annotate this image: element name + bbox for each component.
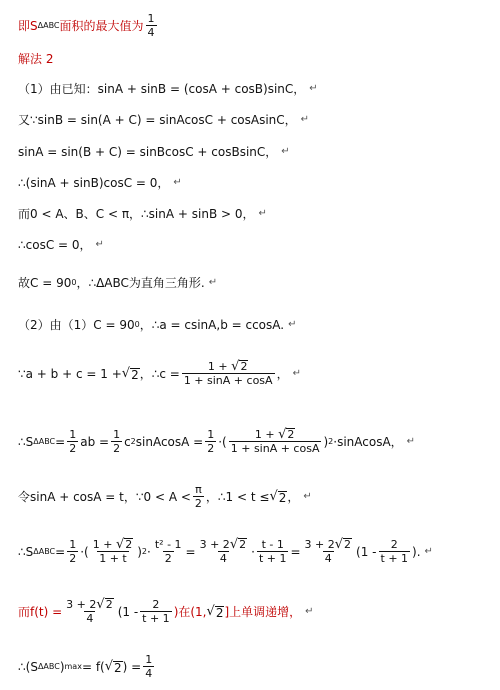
l8-text: ∴cosC = 0，	[18, 238, 92, 252]
line-12: ∴S ΔABC = $\frac{1}{2}$ ab = $\frac{1}{2}$ c 2 sinAcosA = $\frac{1}{2}$ ·( 1 + √ 2 1 + sinA + cosA ) 2 ·sinAcosA， ↵	[18, 427, 416, 455]
line-8: ∴cosC = 0， ↵	[18, 238, 104, 252]
line-15: 而f(t) = 3 + 2 √ 2 4 (1 - $\frac{2}{t + 1}$ )在(1, √ 2 ]上单调递增， ↵	[18, 597, 314, 625]
l1-pre: 即S	[18, 18, 38, 33]
l2-text: 解法 2	[18, 52, 54, 66]
line-13: 令sinA + cosA = t，∵0 < A < $\frac{\pi}{2}$ ，∴1 < t ≤ √ 2 ， ↵	[18, 483, 312, 510]
line-9: 故C = 90 0 ，∴ΔABC为直角三角形. ↵	[18, 276, 218, 290]
line-6: ∴(sinA + sinB)cosC = 0， ↵	[18, 176, 182, 190]
line-1	[18, 12, 159, 39]
l5-text: sinA = sin(B + C) = sinBcosC + cosBsinC，	[18, 145, 278, 159]
l10-b: ，∴a = csinA,b = ccosA.	[139, 318, 285, 332]
l1-mid: 面积的最大值为	[59, 18, 144, 33]
line-10: （2）由（1）C = 90 0 ，∴a = csinA,b = ccosA. ↵	[18, 318, 297, 332]
l9-a: 故C = 90	[18, 276, 72, 290]
l11-fraction: 1 + √ 2 1 + sinA + cosA	[183, 359, 273, 387]
line-16: ∴(S ΔABC ) max = f( √ 2 ) = $\frac{1}{4}$	[18, 653, 153, 680]
l10-a: （2）由（1）C = 90	[18, 318, 135, 332]
line-11: ∵a + b + c = 1 + √ 2 ，∴c = 1 + √ 2 1 + sinA + cosA ， ↵	[18, 359, 301, 387]
line-14: ∴S ΔABC = $\frac{1}{2}$ ·( 1 + √ 2 1 + t ) 2 · $\frac{\text{t² - 1}}{2}$ = 3 + 2 √ 2 4 · $\frac{t - 1}{t + 1}$ = 3 + 2 √ 2 4 (1 - $\frac{2}{t + 1}$ ). ↵	[18, 537, 433, 565]
l6-text: ∴(sinA + sinB)cosC = 0，	[18, 176, 170, 190]
line-4: 又∵sinB = sin(A + C) = sinAcosC + cosAsinC， ↵	[18, 113, 310, 127]
sqrt-2: √ 2	[121, 365, 139, 382]
l1-sub: ΔABC	[37, 20, 60, 30]
l7-text: 而0 < A、B、C < π，∴sinA + sinB > 0，	[18, 207, 255, 221]
line-7: 而0 < A、B、C < π，∴sinA + sinB > 0， ↵	[18, 207, 267, 221]
line-3: （1）由已知：sinA + sinB = (cosA + cosB)sinC， ↵	[18, 82, 318, 96]
l1-fraction: $\frac{1}{4}$	[147, 12, 155, 39]
l4-text: 又∵sinB = sin(A + C) = sinAcosC + cosAsinC，	[18, 113, 297, 127]
line-5: sinA = sin(B + C) = sinBcosC + cosBsinC， ↵	[18, 145, 290, 159]
l3-text: （1）由已知：sinA + sinB = (cosA + cosB)sinC，	[18, 82, 306, 96]
l9-b: ，∴ΔABC为直角三角形.	[76, 276, 205, 290]
line-2	[18, 52, 53, 66]
